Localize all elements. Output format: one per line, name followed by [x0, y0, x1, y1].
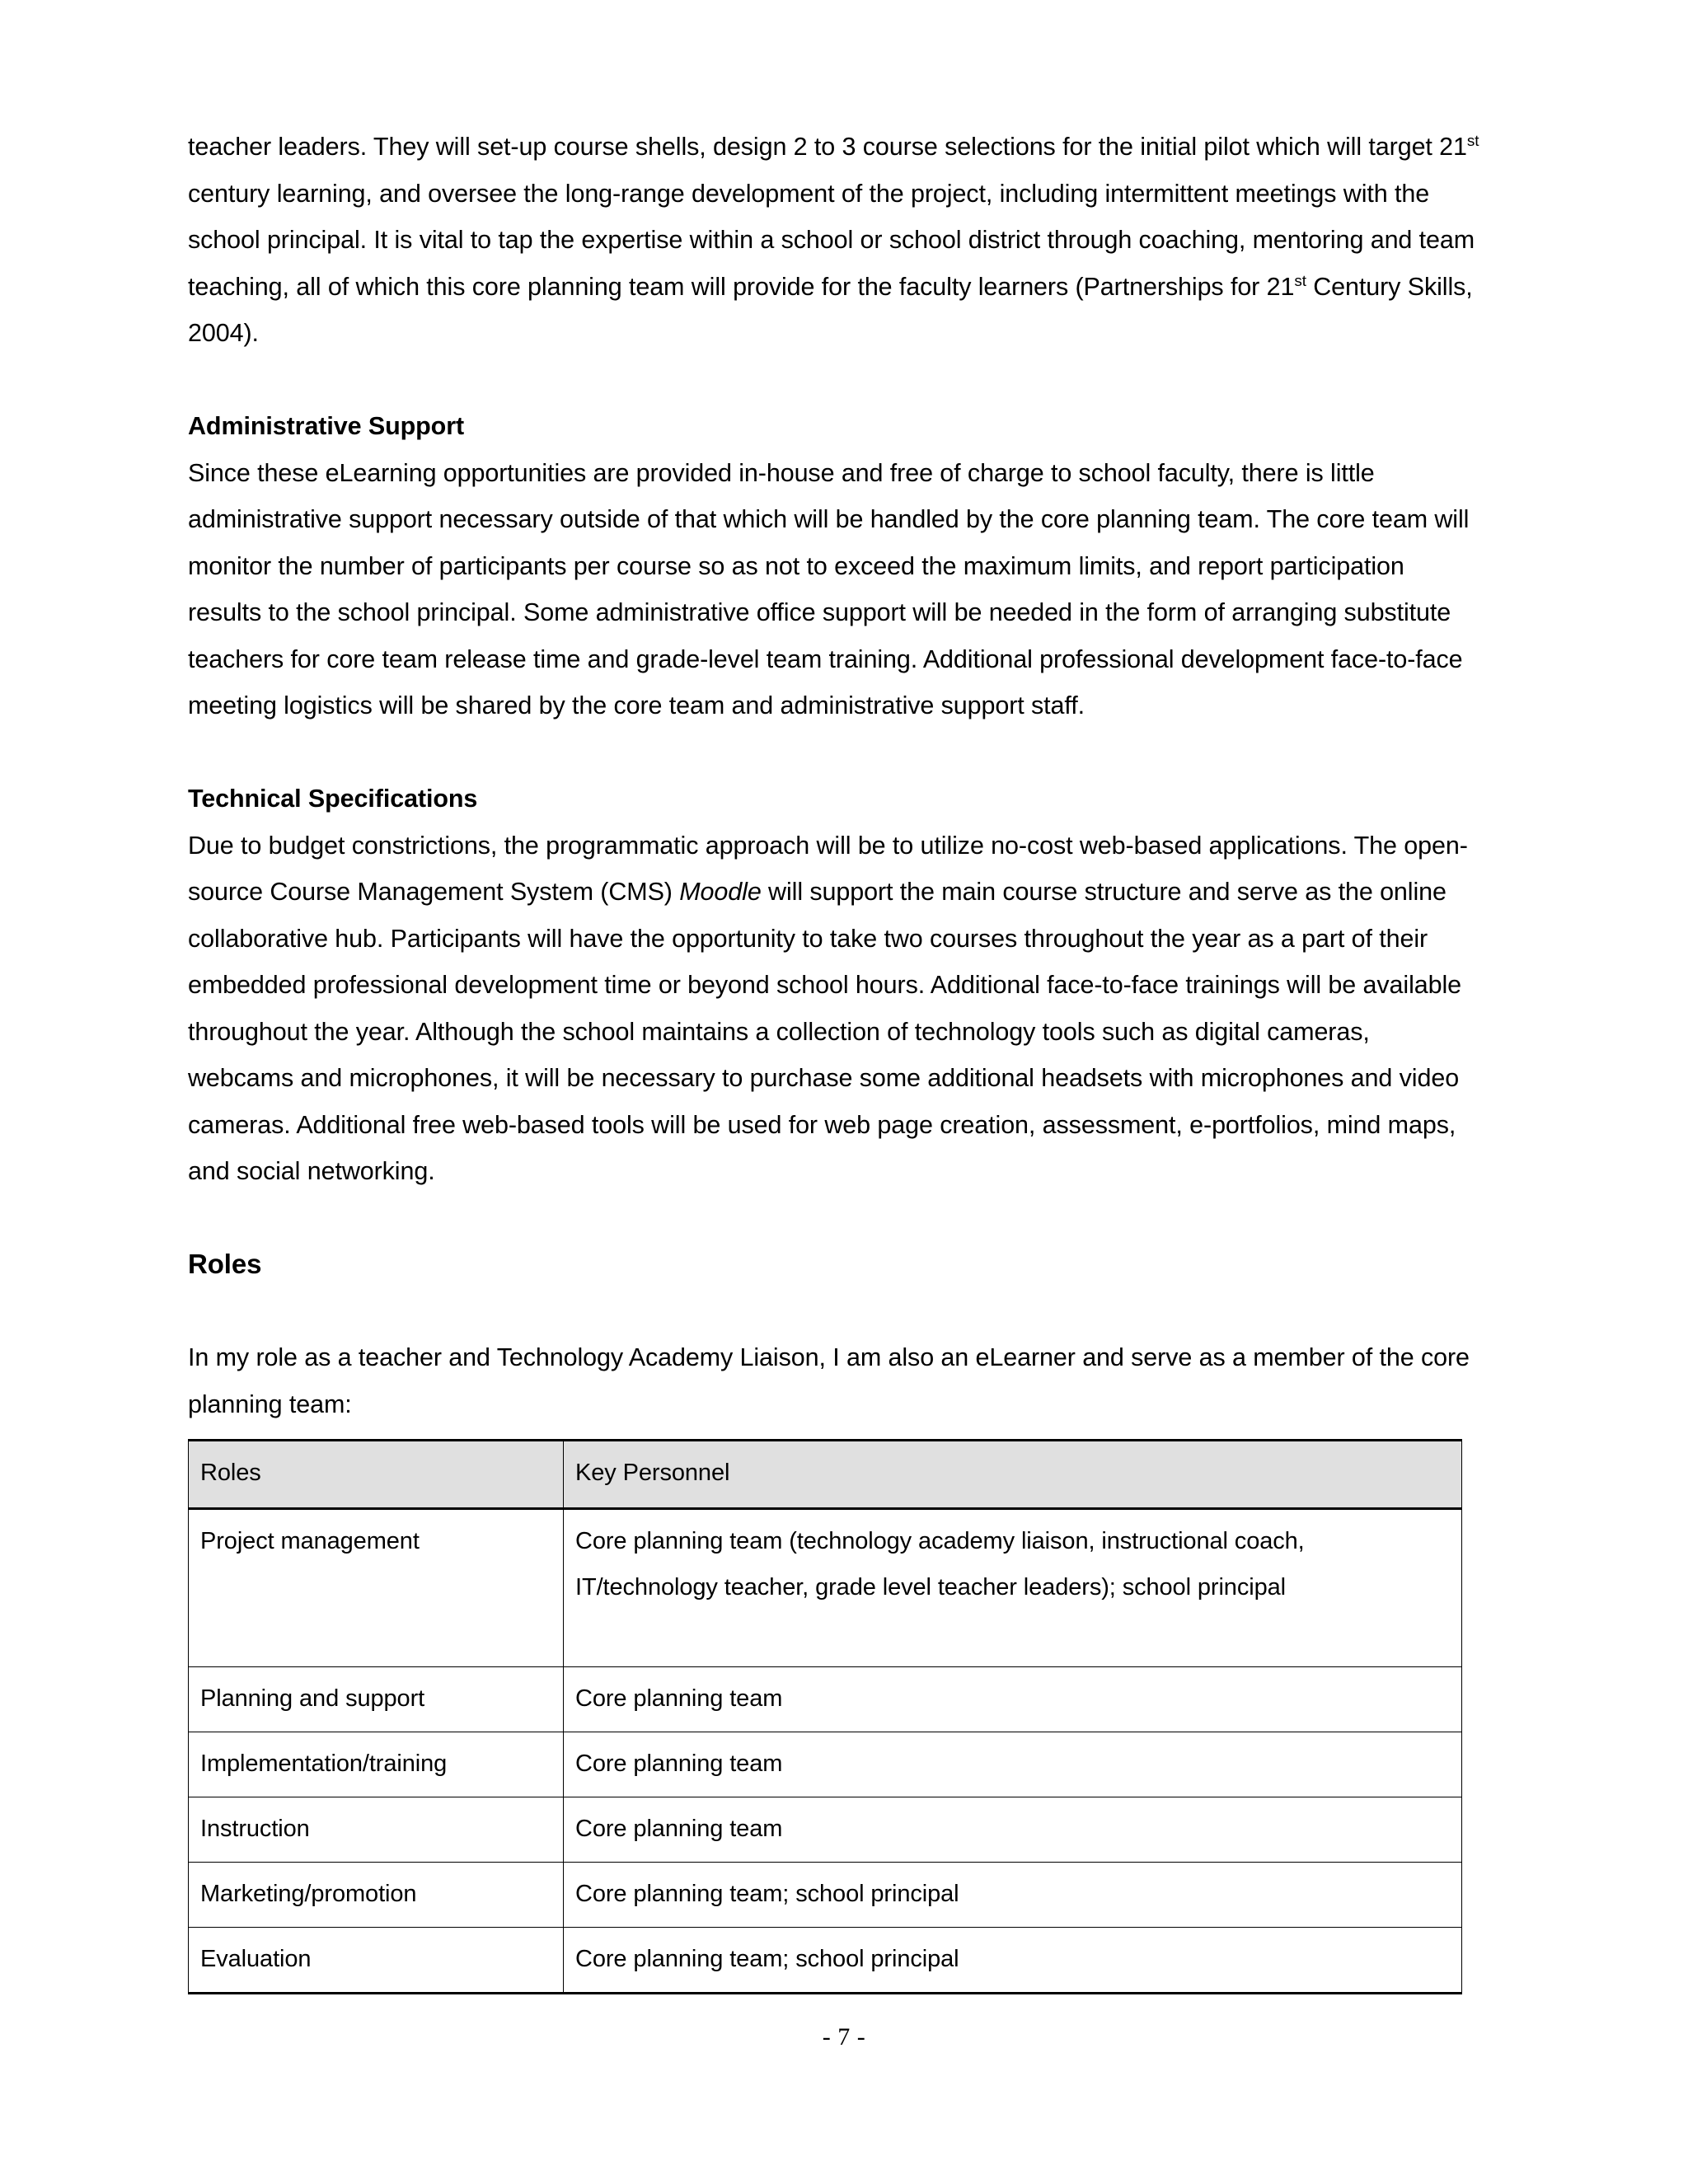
ordinal-suffix-st-2: st [1294, 272, 1306, 290]
cell-role: Marketing/promotion [189, 1863, 564, 1928]
ordinal-suffix-st-1: st [1466, 132, 1479, 150]
paragraph-spacer-2 [188, 729, 1482, 776]
cell-role: Planning and support [189, 1667, 564, 1732]
column-header-key-personnel: Key Personnel [564, 1441, 1462, 1509]
paragraph-spacer-3 [188, 1195, 1482, 1242]
cell-personnel: Core planning team; school principal [564, 1928, 1462, 1994]
tech-spec-text-part-1: Due to budget constrictions, the programmatic approach will be to utilize no-cost web-based applications. The open-source Course Management System (CMS) [188, 831, 1468, 906]
cell-personnel: Core planning team [564, 1732, 1462, 1797]
table-body [189, 1509, 1462, 1994]
table-header-row [189, 1441, 1462, 1509]
table-row [189, 1732, 1462, 1797]
cell-personnel: Core planning team (technology academy liaison, instructional coach, IT/technology teacher, grade level teacher leaders); school principal [564, 1509, 1462, 1667]
table-header [189, 1441, 1462, 1509]
moodle-product-name: Moodle [679, 878, 762, 906]
heading-roles: Roles [188, 1249, 262, 1279]
intro-text-part-2: century learning, and oversee the long-range development of the project, including intermittent meetings with the school principal. It is vital to tap the expertise within a school or school district through coaching, mentoring and team teaching, all of which this core planning team will provide for the faculty learners (Partnerships for 21 [188, 179, 1475, 301]
paragraph-roles-intro: In my role as a teacher and Technology Academy Liaison, I am also an eLearner and serve as a member of the core planning team: [188, 1343, 1470, 1418]
paragraph-spacer-4 [188, 1288, 1482, 1335]
cell-role: Evaluation [189, 1928, 564, 1994]
cell-personnel: Core planning team [564, 1797, 1462, 1863]
cell-personnel: Core planning team [564, 1667, 1462, 1732]
table-row [189, 1509, 1462, 1667]
table-row [189, 1928, 1462, 1994]
paragraph-continued-intro [188, 124, 1482, 357]
table-row [189, 1863, 1462, 1928]
cell-role: Project management [189, 1509, 564, 1667]
paragraph-spacer-1 [188, 357, 1482, 404]
table-row [189, 1797, 1462, 1863]
tech-spec-text-part-2: will support the main course structure and serve as the online collaborative hub. Participants will have the opportunity to take two courses throughout the year as a part of their embedded professional development time or beyond school hours. Additional face-to-face trainings will be available throughout the year. Although the school maintains a collection of technology tools such as digital cameras, webcams and microphones, it will be necessary to purchase some additional headsets with microphones and video cameras. Additional free web-based tools will be used for web page creation, assessment, e-portfolios, mind maps, and social networking. [188, 878, 1462, 1185]
page-number: - 7 - [822, 2023, 866, 2050]
cell-personnel: Core planning team; school principal [564, 1863, 1462, 1928]
page-content [188, 124, 1482, 1994]
heading-technical-specifications: Technical Specifications [188, 785, 478, 813]
table-row [189, 1667, 1462, 1732]
column-header-roles: Roles [189, 1441, 564, 1509]
paragraph-technical-specifications [188, 823, 1482, 1195]
heading-administrative-support: Administrative Support [188, 412, 465, 440]
paragraph-administrative-support: Since these eLearning opportunities are provided in-house and free of charge to school faculty, there is little administrative support necessary outside of that which will be handled by the core planning team. The core team will monitor the number of participants per course so as not to exceed the maximum limits, and report participation results to the school principal. Some administrative office support will be needed in the form of arranging substitute teachers for core team release time and grade-level team training. Additional professional development face-to-face meeting logistics will be shared by the core team and administrative support staff. [188, 458, 1470, 719]
cell-role: Implementation/training [189, 1732, 564, 1797]
cell-role: Instruction [189, 1797, 564, 1863]
intro-text-part-1: teacher leaders. They will set-up course shells, design 2 to 3 course selections for the initial pilot which will target 21 [188, 133, 1467, 161]
roles-key-personnel-table [188, 1439, 1462, 1994]
intro-text-part-3: Century Skills, 2004). [188, 272, 1473, 347]
